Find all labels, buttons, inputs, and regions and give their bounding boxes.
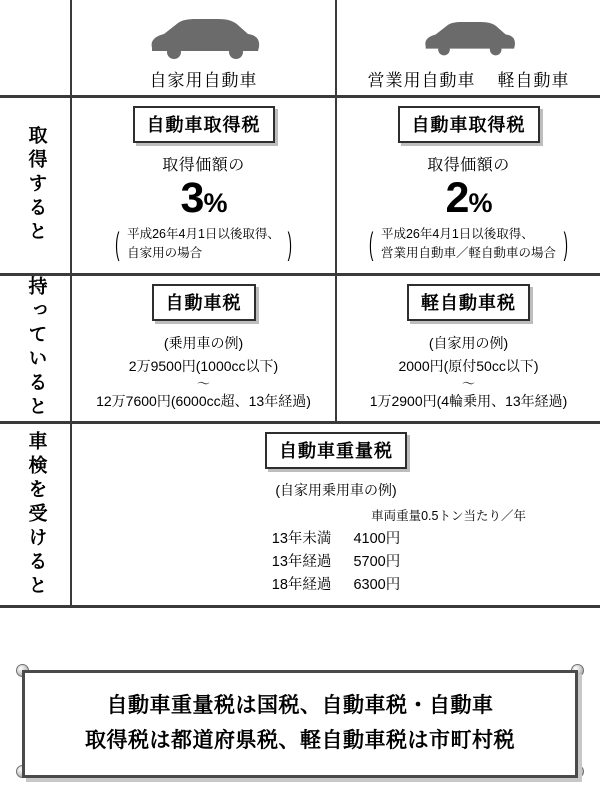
header-labels-right	[341, 66, 596, 91]
ownership-note-kei: (自家用の例)	[428, 334, 509, 351]
table-row	[272, 549, 400, 572]
cell-ownership-private	[70, 276, 335, 422]
weight-tax-value: 6300円	[353, 577, 401, 594]
acquisition-rate-private	[76, 176, 331, 221]
table-row	[272, 572, 400, 595]
rate-unit: %	[203, 188, 227, 218]
car-icon-private-wrap	[76, 8, 331, 66]
badge-acquisition-tax: 自動車取得税	[133, 106, 275, 143]
weight-tax-value: 5700円	[353, 554, 401, 571]
label-kei: 軽自動車	[497, 71, 570, 90]
section-inspection	[0, 424, 600, 605]
ownership-min-kei: 2000円(原付50cc以下)	[398, 357, 539, 374]
badge-kei-automobile-tax: 軽自動車税	[407, 284, 530, 321]
divider	[0, 605, 600, 608]
row-label-text: 車検を受けると	[25, 430, 47, 599]
cell-acquisition-business	[335, 98, 600, 273]
weight-tax-note: (自家用乗用車の例)	[275, 482, 397, 499]
range-tilde: 〜	[196, 375, 210, 391]
header-label-private	[76, 66, 331, 91]
range-tilde: 〜	[461, 375, 475, 391]
weight-tax-key: 13年未満	[271, 531, 332, 548]
row-label-text: 持っていると	[25, 276, 47, 421]
note-line: 自家用の場合	[127, 245, 203, 260]
label-private: 自家用自動車	[149, 71, 258, 90]
weight-tax-table	[272, 526, 400, 595]
cell-acquisition-private	[70, 98, 335, 273]
badge-weight-tax: 自動車重量税	[265, 432, 407, 469]
header-cell-private	[70, 0, 335, 95]
acquisition-rate-business	[341, 176, 596, 221]
weight-tax-key: 18年経過	[271, 577, 332, 594]
badge-automobile-tax: 自動車税	[152, 284, 256, 321]
car-icon-business-wrap	[341, 8, 596, 66]
row-label-acquisition	[0, 98, 70, 273]
header-cell-business-kei	[335, 0, 600, 95]
row-label-inspection	[0, 424, 70, 605]
note-line: ( 平成26年4月1日以後取得、	[127, 227, 280, 242]
weight-tax-key: 13年経過	[271, 554, 332, 571]
rate-unit: %	[468, 188, 492, 218]
ownership-note-private: (乗用車の例)	[163, 334, 244, 351]
table-row	[272, 526, 400, 549]
row-label-ownership	[0, 276, 70, 422]
banner-line-2: 取得税は都道府県税、軽自動車税は市町村税	[85, 729, 515, 752]
acquisition-note-private	[114, 225, 293, 263]
cell-ownership-kei	[335, 276, 600, 422]
ownership-min-private: 2万9500円(1000cc以下)	[128, 357, 279, 374]
weight-tax-title-wrap	[76, 430, 596, 476]
header-label-spacer	[0, 0, 70, 95]
banner-line-1: 自動車重量税は国税、自動車税・自動車	[106, 694, 494, 718]
cell-weight-tax	[70, 424, 600, 605]
row-label-text: 取得すると	[25, 125, 47, 246]
footer-banner-wrap	[14, 662, 586, 792]
note-line: ( 平成26年4月1日以後取得、	[380, 227, 534, 242]
ownership-max-private: 12万7600円(6000cc超、13年経過)	[96, 392, 311, 409]
rate-value: 3	[180, 174, 204, 222]
note-line: 営業用自動車／軽自動車の場合	[380, 245, 556, 260]
table-header-row	[0, 0, 600, 95]
badge-acquisition-tax: 自動車取得税	[398, 106, 540, 143]
weight-tax-unit-label: 車両重量0.5トン当たり／年	[371, 509, 526, 524]
section-ownership	[0, 276, 600, 422]
section-acquisition	[0, 98, 600, 273]
ownership-max-kei: 1万2900円(4輪乗用、13年経過)	[369, 392, 568, 409]
acquisition-base-label: 取得価額の	[427, 157, 510, 174]
footer-banner	[22, 670, 578, 778]
car-icon	[419, 17, 519, 57]
label-business: 営業用自動車	[367, 71, 476, 90]
car-icon	[144, 14, 264, 60]
acquisition-base-label: 取得価額の	[162, 157, 245, 174]
acquisition-note-business	[368, 225, 569, 263]
rate-value: 2	[445, 174, 469, 222]
weight-tax-value: 4100円	[353, 531, 401, 548]
